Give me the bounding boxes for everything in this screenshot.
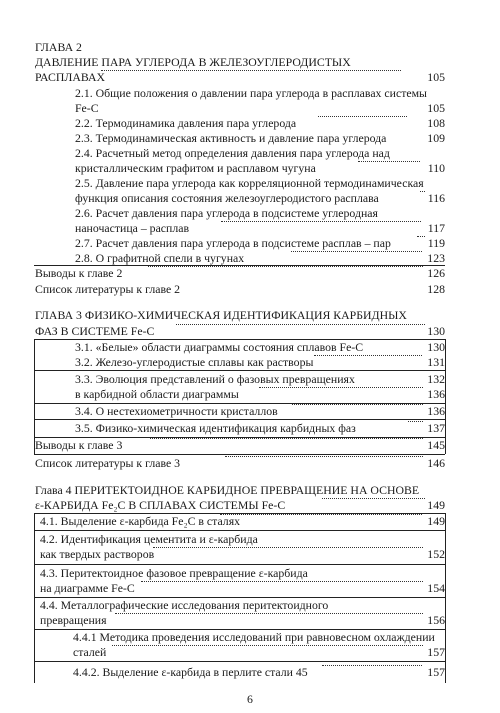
table-rule — [34, 530, 445, 531]
page-ref: 152 — [427, 547, 445, 561]
page-ref: 132 — [427, 372, 445, 386]
page-ref: 110 — [427, 161, 445, 175]
toc-entry-2-4[interactable]: кристаллическим графитом и расплавом чугуна — [75, 161, 316, 175]
toc-entry-2-1[interactable]: Fe-C — [75, 101, 99, 115]
toc-entry-3-3[interactable]: в карбидной области диаграммы — [75, 387, 239, 401]
page-ref: 146 — [427, 456, 445, 470]
page-ref: 123 — [427, 251, 445, 265]
page-ref: 130 — [427, 324, 445, 338]
toc-entry-2-5[interactable]: 2.5. Давление пара углерода как корреляционной термодинамическая — [75, 176, 424, 190]
page-number: 6 — [247, 692, 253, 706]
table-rule — [34, 564, 445, 565]
toc-entry-3-4[interactable]: 3.4. О нестехиометричности кристаллов — [75, 404, 278, 418]
toc-entry-2-1[interactable]: 2.1. Общие положения о давлении пара углерода в расплавах системы — [75, 86, 427, 100]
chapter-heading: Глава 4 ПЕРИТЕКТОИДНОЕ КАРБИДНОЕ ПРЕВРАЩЕНИЕ НА ОСНОВЕ — [35, 483, 420, 497]
page-ref: 157 — [427, 665, 445, 679]
toc-entry-3-5[interactable]: 3.5. Физико-химическая идентификация карбидных фаз — [75, 421, 356, 435]
page-ref: 130 — [427, 340, 445, 354]
toc-entry-4-4-2[interactable]: 4.4.2. Выделение ε-карбида в перлите стали 45 — [73, 665, 308, 679]
toc-entry-4-3[interactable]: 4.3. Перитектоидное фазовое превращение ε-карбида — [40, 566, 308, 580]
toc-entry-conclusions[interactable]: Выводы к главе 3 — [35, 438, 123, 452]
toc-entry-4-4-1[interactable]: 4.4.1 Методика проведения исследований при равновесном охлаждении — [73, 630, 435, 644]
page-ref: 105 — [427, 101, 445, 115]
toc-entry-3-1[interactable]: 3.1. «Белые» области диаграммы состояния сплавов Fe-C — [75, 340, 364, 354]
toc-entry-2-6[interactable]: 2.6. Расчет давления пара углерода в подсистеме углеродная — [75, 206, 378, 220]
table-rule — [34, 661, 445, 662]
page-ref: 154 — [427, 581, 445, 595]
page-ref: 137 — [427, 421, 445, 435]
page-ref: 156 — [427, 613, 445, 627]
chapter-heading: ГЛАВА 3 ФИЗИКО-ХИМИЧЕСКАЯ ИДЕНТИФИКАЦИЯ КАРБИДНЫХ — [35, 308, 407, 322]
toc-entry-4-4[interactable]: превращения — [40, 613, 107, 627]
page-ref: 149 — [427, 514, 445, 528]
toc-entry-references[interactable]: Список литературы к главе 3 — [35, 456, 181, 470]
page-ref: 108 — [427, 116, 445, 130]
toc-entry-3-2[interactable]: 3.2. Железо-углеродистые сплавы как растворы — [75, 355, 314, 369]
toc-entry-2-5[interactable]: функция описания состояния железоуглеродистого расплава — [75, 191, 379, 205]
toc-entry-4-1[interactable]: 4.1. Выделение ε-карбида Fe₂C в сталях — [40, 514, 241, 528]
toc-entry-3-3[interactable]: 3.3. Эволюция представлений о фазовых превращениях — [75, 372, 355, 386]
toc-entry-2-3[interactable]: 2.3. Термодинамическая активность и давление пара углерода — [75, 131, 387, 145]
toc-entry-2-6[interactable]: наночастица – расплав — [75, 221, 190, 235]
toc-entry-4-2[interactable]: как твердых растворов — [40, 547, 155, 561]
page-ref: 128 — [427, 282, 445, 296]
toc-entry-2-2[interactable]: 2.2. Термодинамика давления пара углерода — [75, 116, 297, 130]
toc-entry-4-3[interactable]: на диаграмме Fe-C — [40, 581, 135, 595]
toc-entry-conclusions[interactable]: Выводы к главе 2 — [35, 266, 123, 280]
table-rule — [34, 454, 445, 455]
toc-entry-2-4[interactable]: 2.4. Расчетный метод определения давления пара углерода над — [75, 146, 390, 160]
toc-entry-4-4[interactable]: 4.4. Металлографические исследования перитектоидного — [40, 598, 329, 612]
toc-entry-2-8[interactable]: 2.8. О графитной спели в чугунах — [75, 251, 245, 265]
chapter-heading: РАСПЛАВАХ — [35, 70, 106, 84]
chapter-heading: ГЛАВА 2 — [35, 40, 82, 54]
table-rule — [34, 419, 445, 420]
page-ref: 149 — [427, 498, 445, 512]
page-ref: 117 — [427, 221, 445, 235]
page-ref: 105 — [427, 70, 445, 84]
page-ref: 136 — [427, 404, 445, 418]
page-ref: 157 — [427, 645, 445, 659]
toc-entry-4-2[interactable]: 4.2. Идентификация цементита и ε-карбида — [40, 532, 258, 546]
page-ref: 116 — [427, 191, 445, 205]
toc-entry-references[interactable]: Список литературы к главе 2 — [35, 282, 181, 296]
page-ref: 145 — [427, 438, 445, 452]
page-ref: 126 — [427, 266, 445, 280]
chapter-heading: ДАВЛЕНИЕ ПАРА УГЛЕРОДА В ЖЕЛЕЗОУГЛЕРОДИСТЫХ — [35, 55, 351, 69]
table-rule — [34, 370, 445, 371]
chapter-heading: ФАЗ В СИСТЕМЕ Fe-C — [35, 324, 155, 338]
toc-entry-2-7[interactable]: 2.7. Расчет давления пара углерода в подсистеме расплав – пар — [75, 236, 391, 250]
page-ref: 131 — [427, 355, 445, 369]
chapter-heading: ε-КАРБИДА Fe₂C В СПЛАВАХ СИСТЕМЫ Fe-C — [35, 498, 286, 512]
toc-entry-4-4-1[interactable]: сталей — [73, 645, 107, 659]
page-ref: 119 — [427, 236, 445, 250]
page-ref: 136 — [427, 387, 445, 401]
page-ref: 109 — [427, 131, 445, 145]
